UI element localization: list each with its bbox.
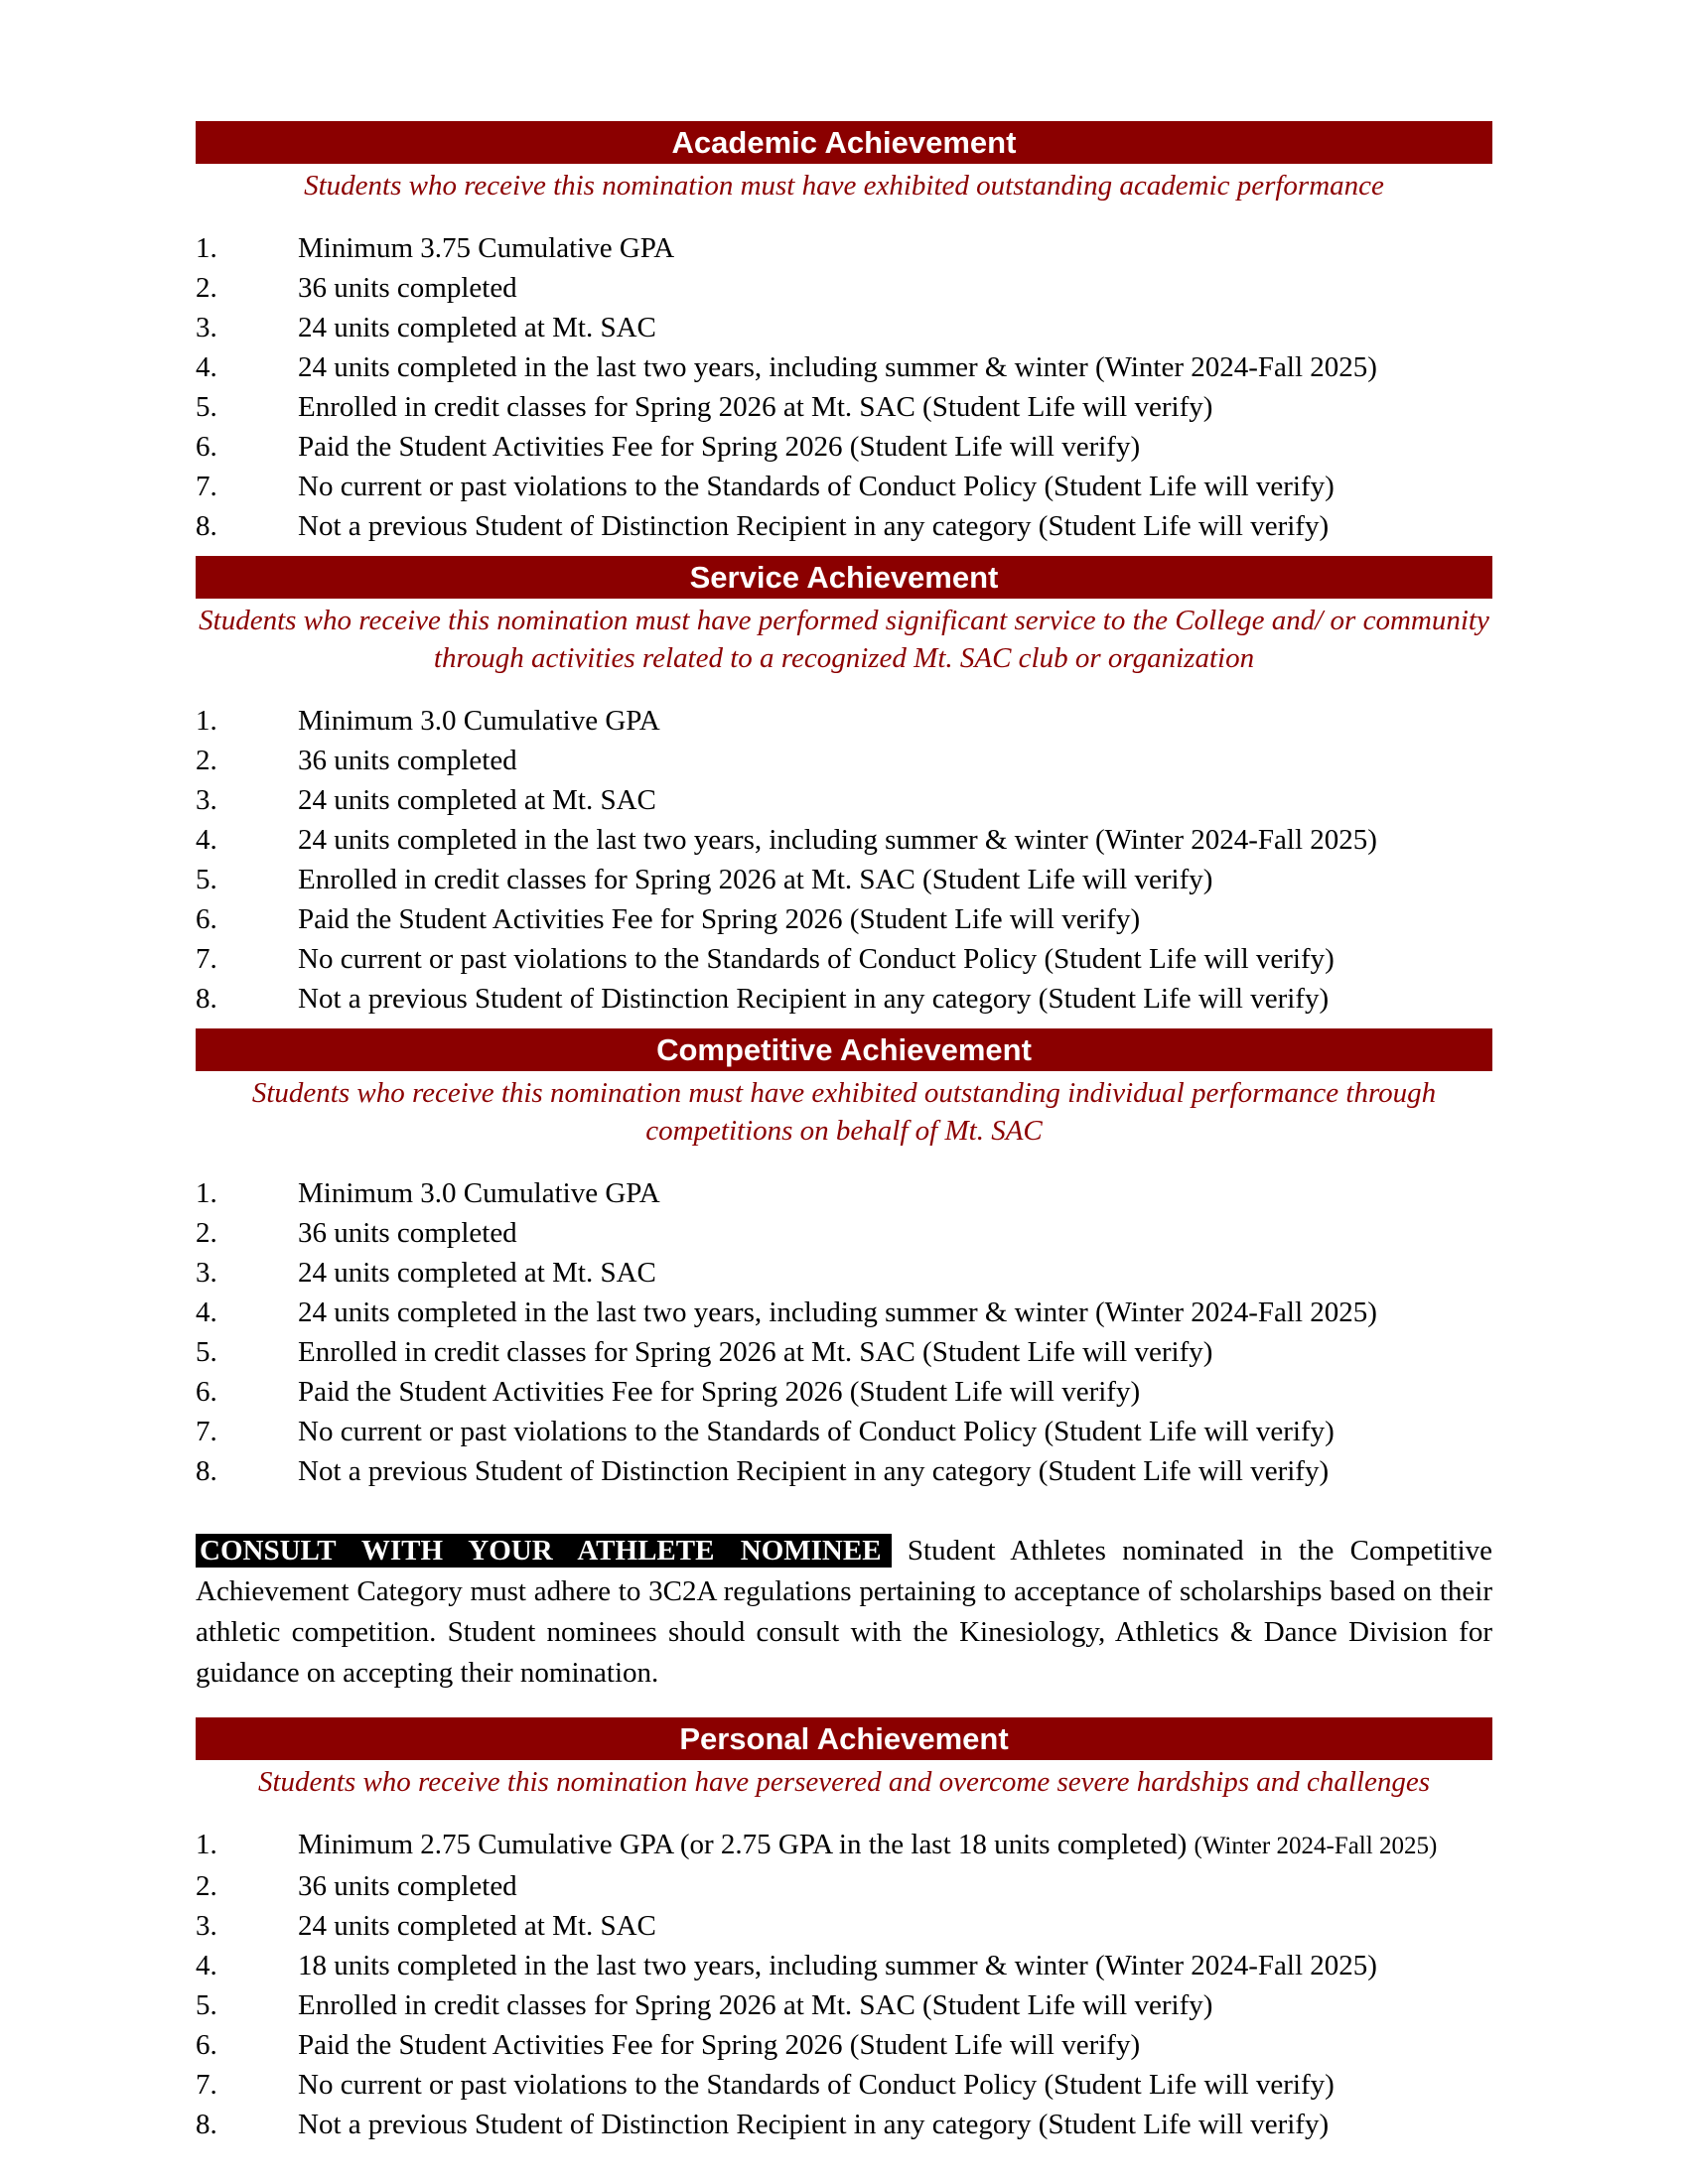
section-header-competitive: Competitive Achievement <box>196 1028 1492 1071</box>
list-item-number: 7. <box>196 1416 217 1447</box>
list-item-text: Enrolled in credit classes for Spring 2026 at Mt. SAC (Student Life will verify) <box>298 864 1213 895</box>
list-item <box>196 268 1492 308</box>
list-item-number: 2. <box>196 272 217 304</box>
list-item <box>196 1906 1492 1946</box>
consult-text: Student Athletes nominated in the Competitive Achievement Category must adhere to 3C2A regulations pertaining to acceptance of scholarships based on their athletic competition. Student nominees should consult with the Kinesiology, Athletics & Dance Division for guidance on accepting their nomination. <box>196 1535 1493 1689</box>
list-item <box>196 1946 1492 1985</box>
list-item-number: 4. <box>196 1950 217 1981</box>
list-item <box>196 1451 1492 1491</box>
list-item-number: 5. <box>196 391 217 423</box>
list-item-number: 6. <box>196 903 217 935</box>
list-item <box>196 1332 1492 1372</box>
list-item-number: 7. <box>196 2069 217 2101</box>
list-item-number: 1. <box>196 705 217 737</box>
list-item-text: Minimum 3.0 Cumulative GPA <box>298 1177 660 1209</box>
list-item-number: 5. <box>196 1336 217 1368</box>
section-header-service: Service Achievement <box>196 556 1492 599</box>
section-subtitle-personal: Students who receive this nomination have persevered and overcome severe hardships and challenges <box>257 1766 1431 1798</box>
section-service <box>196 556 1492 1019</box>
list-item-number: 2. <box>196 1217 217 1249</box>
list-item-text: No current or past violations to the Standards of Conduct Policy (Student Life will verify) <box>298 2069 1335 2101</box>
list-item-note: (Winter 2024-Fall 2025) <box>1194 1833 1438 1859</box>
list-item <box>196 860 1492 899</box>
list-item-text: Not a previous Student of Distinction Recipient in any category (Student Life will verify) <box>298 2109 1330 2140</box>
list-item-number: 3. <box>196 1257 217 1289</box>
criteria-list-personal <box>196 1825 1492 2144</box>
section-header-personal: Personal Achievement <box>196 1717 1492 1760</box>
list-item <box>196 701 1492 741</box>
list-item-text: Minimum 3.0 Cumulative GPA <box>298 705 660 737</box>
list-item <box>196 308 1492 347</box>
list-item-number: 3. <box>196 784 217 816</box>
section-subtitle-academic: Students who receive this nomination must have exhibited outstanding academic performance <box>304 170 1384 202</box>
list-item <box>196 506 1492 546</box>
list-item-number: 6. <box>196 1376 217 1408</box>
section-subtitle-competitive: Students who receive this nomination must have exhibited outstanding individual performance through competitions on behalf of Mt. SAC <box>251 1077 1437 1147</box>
list-item-number: 8. <box>196 983 217 1015</box>
list-item-text: Enrolled in credit classes for Spring 2026 at Mt. SAC (Student Life will verify) <box>298 1336 1213 1368</box>
list-item <box>196 467 1492 506</box>
list-item <box>196 899 1492 939</box>
list-item <box>196 1372 1492 1412</box>
list-item-number: 7. <box>196 943 217 975</box>
list-item <box>196 2105 1492 2144</box>
list-item-text: 24 units completed at Mt. SAC <box>298 1257 656 1289</box>
consult-highlight-label: CONSULT WITH YOUR ATHLETE NOMINEE <box>196 1534 892 1568</box>
list-item <box>196 1253 1492 1293</box>
list-item-number: 1. <box>196 232 217 264</box>
list-item-number: 1. <box>196 1829 217 1860</box>
section-header-academic: Academic Achievement <box>196 121 1492 164</box>
list-item-text: Paid the Student Activities Fee for Spring 2026 (Student Life will verify) <box>298 1376 1141 1408</box>
list-item-number: 7. <box>196 471 217 502</box>
list-item-number: 2. <box>196 745 217 776</box>
list-item <box>196 2025 1492 2065</box>
list-item <box>196 1412 1492 1451</box>
list-item-text: 24 units completed at Mt. SAC <box>298 312 656 343</box>
list-item-number: 4. <box>196 351 217 383</box>
list-item-number: 8. <box>196 2109 217 2140</box>
list-item-text: Enrolled in credit classes for Spring 2026 at Mt. SAC (Student Life will verify) <box>298 391 1213 423</box>
list-item-number: 4. <box>196 824 217 856</box>
list-item <box>196 1173 1492 1213</box>
list-item-text: Minimum 3.75 Cumulative GPA <box>298 232 675 264</box>
list-item-text: 24 units completed at Mt. SAC <box>298 784 656 816</box>
list-item-number: 2. <box>196 1870 217 1902</box>
list-item <box>196 741 1492 780</box>
consult-note <box>196 1531 1492 1694</box>
list-item-number: 6. <box>196 2029 217 2061</box>
list-item-text: 36 units completed <box>298 272 517 304</box>
list-item <box>196 1213 1492 1253</box>
list-item-text: Minimum 2.75 Cumulative GPA (or 2.75 GPA in the last 18 units completed) (Winter 2024-Fall 2025) <box>298 1829 1438 1860</box>
list-item <box>196 387 1492 427</box>
list-item-number: 3. <box>196 312 217 343</box>
list-item-text: 36 units completed <box>298 1870 517 1902</box>
list-item-text: 36 units completed <box>298 745 517 776</box>
section-subtitle-service: Students who receive this nomination must have performed significant service to the College and/ or community through activities related to a recognized Mt. SAC club or organization <box>199 605 1489 674</box>
list-item-number: 6. <box>196 431 217 463</box>
list-item <box>196 1866 1492 1906</box>
list-item <box>196 2065 1492 2105</box>
list-item-text: 24 units completed in the last two years, including summer & winter (Winter 2024-Fall 2025) <box>298 824 1377 856</box>
list-item-text: Paid the Student Activities Fee for Spring 2026 (Student Life will verify) <box>298 903 1141 935</box>
list-item-number: 5. <box>196 1989 217 2021</box>
list-item <box>196 427 1492 467</box>
list-item-text: 24 units completed in the last two years, including summer & winter (Winter 2024-Fall 2025) <box>298 351 1377 383</box>
criteria-list-service <box>196 701 1492 1019</box>
list-item <box>196 347 1492 387</box>
list-item-text: No current or past violations to the Standards of Conduct Policy (Student Life will verify) <box>298 471 1335 502</box>
list-item-number: 4. <box>196 1297 217 1328</box>
list-item-text: 18 units completed in the last two years, including summer & winter (Winter 2024-Fall 2025) <box>298 1950 1377 1981</box>
section-personal <box>196 1717 1492 2144</box>
list-item <box>196 780 1492 820</box>
list-item-text: Not a previous Student of Distinction Recipient in any category (Student Life will verify) <box>298 510 1330 542</box>
section-competitive <box>196 1028 1492 1491</box>
list-item-number: 3. <box>196 1910 217 1942</box>
list-item-text: 24 units completed at Mt. SAC <box>298 1910 656 1942</box>
list-item-number: 8. <box>196 1455 217 1487</box>
list-item-text: 24 units completed in the last two years, including summer & winter (Winter 2024-Fall 2025) <box>298 1297 1377 1328</box>
list-item-text: Paid the Student Activities Fee for Spring 2026 (Student Life will verify) <box>298 431 1141 463</box>
list-item-number: 5. <box>196 864 217 895</box>
list-item <box>196 1985 1492 2025</box>
list-item <box>196 1293 1492 1332</box>
list-item-text: Not a previous Student of Distinction Recipient in any category (Student Life will verify) <box>298 983 1330 1015</box>
list-item <box>196 228 1492 268</box>
list-item-text: No current or past violations to the Standards of Conduct Policy (Student Life will verify) <box>298 943 1335 975</box>
list-item-text: 36 units completed <box>298 1217 517 1249</box>
list-item-text: No current or past violations to the Standards of Conduct Policy (Student Life will verify) <box>298 1416 1335 1447</box>
list-item-text: Enrolled in credit classes for Spring 2026 at Mt. SAC (Student Life will verify) <box>298 1989 1213 2021</box>
list-item <box>196 1825 1492 1866</box>
list-item-number: 1. <box>196 1177 217 1209</box>
list-item-text: Paid the Student Activities Fee for Spring 2026 (Student Life will verify) <box>298 2029 1141 2061</box>
list-item-text: Not a previous Student of Distinction Recipient in any category (Student Life will verify) <box>298 1455 1330 1487</box>
criteria-list-academic <box>196 228 1492 546</box>
list-item <box>196 979 1492 1019</box>
section-academic <box>196 121 1492 546</box>
criteria-list-competitive <box>196 1173 1492 1491</box>
list-item-number: 8. <box>196 510 217 542</box>
list-item <box>196 939 1492 979</box>
list-item <box>196 820 1492 860</box>
